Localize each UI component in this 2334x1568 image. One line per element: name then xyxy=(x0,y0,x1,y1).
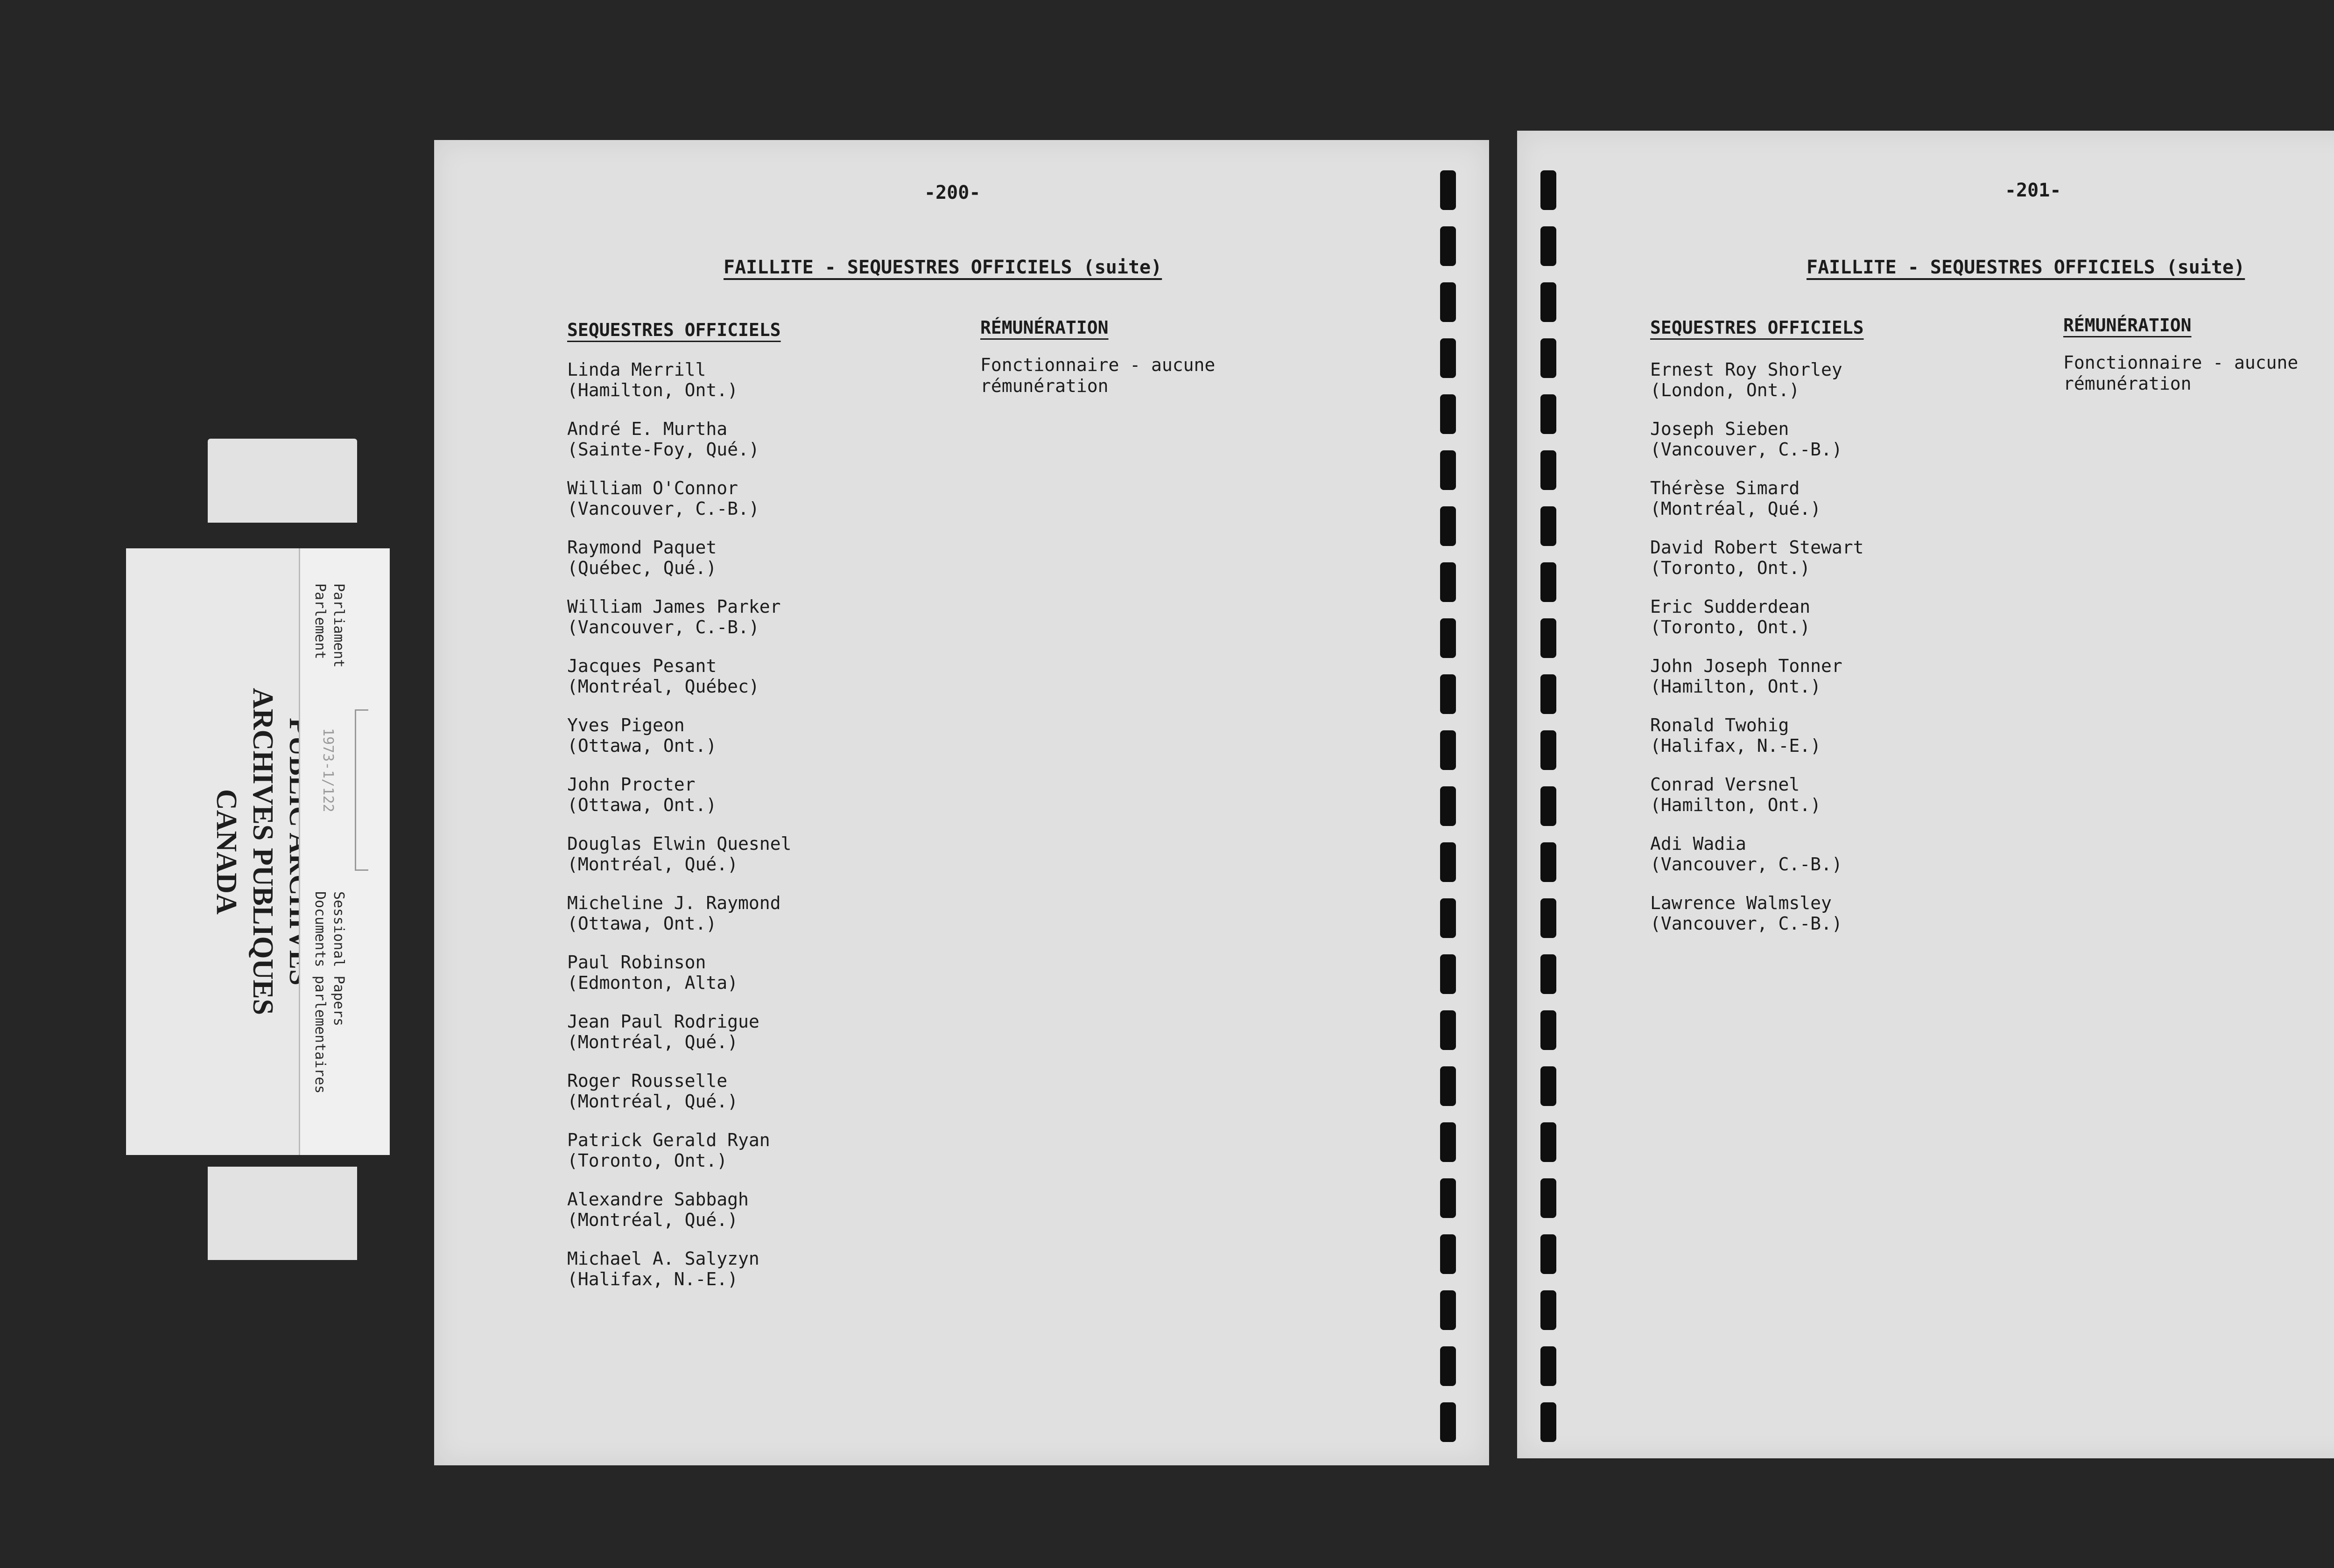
officials-list xyxy=(1650,359,1864,952)
official-entry xyxy=(1650,893,1864,952)
official-location: (Hamilton, Ont.) xyxy=(1650,676,1821,697)
official-location: (Hamilton, Ont.) xyxy=(567,380,738,400)
official-location: (Montréal, Qué.) xyxy=(1650,498,1821,519)
official-location: (Québec, Qué.) xyxy=(567,558,717,578)
binding-hole xyxy=(1440,338,1456,378)
binding-hole xyxy=(1540,450,1556,490)
official-location: (Edmonton, Alta) xyxy=(567,973,738,993)
official-name: Jacques Pesant xyxy=(567,656,717,676)
remuneration-text: Fonctionnaire - aucune rémunération xyxy=(2063,352,2299,394)
binding-hole xyxy=(1540,786,1556,826)
binding-hole xyxy=(1540,338,1556,378)
official-entry xyxy=(567,893,791,952)
page-number: -200- xyxy=(924,182,981,203)
official-location: (Ottawa, Ont.) xyxy=(567,795,717,815)
official-location: (Vancouver, C.-B.) xyxy=(1650,854,1842,875)
official-location: (Montréal, Qué.) xyxy=(567,1091,738,1112)
archive-card-bottom-tab xyxy=(208,1167,357,1260)
page-heading: FAILLITE - SEQUESTRES OFFICIELS (suite) xyxy=(724,257,1162,278)
binding-hole xyxy=(1540,394,1556,434)
official-entry xyxy=(567,1071,791,1130)
officials-list xyxy=(567,359,791,1308)
official-location: (Ottawa, Ont.) xyxy=(567,913,717,934)
column-header-officials: SEQUESTRES OFFICIELS xyxy=(1650,317,1864,338)
binding-hole xyxy=(1540,1290,1556,1330)
binding-hole xyxy=(1540,842,1556,882)
official-entry xyxy=(567,1130,791,1189)
official-location: (Halifax, N.-E.) xyxy=(567,1269,738,1289)
official-location: (Vancouver, C.-B.) xyxy=(1650,913,1842,934)
official-location: (Montréal, Québec) xyxy=(567,676,759,697)
binding-hole xyxy=(1440,674,1456,714)
official-name: Paul Robinson xyxy=(567,952,706,973)
binding-hole xyxy=(1440,898,1456,938)
official-name: Eric Sudderdean xyxy=(1650,596,1811,617)
official-entry xyxy=(567,1189,791,1248)
binding-hole xyxy=(1440,394,1456,434)
binding-hole xyxy=(1440,786,1456,826)
official-entry xyxy=(1650,774,1864,833)
official-name: Lawrence Walmsley xyxy=(1650,893,1832,913)
official-entry xyxy=(1650,596,1864,656)
binding-hole xyxy=(1440,842,1456,882)
page-heading: FAILLITE - SEQUESTRES OFFICIELS (suite) xyxy=(1807,257,2245,278)
binding-hole xyxy=(1540,506,1556,546)
official-name: Linda Merrill xyxy=(567,359,706,380)
binding-hole xyxy=(1540,282,1556,322)
official-name: Micheline J. Raymond xyxy=(567,893,781,913)
official-name: Michael A. Salyzyn xyxy=(567,1248,759,1269)
official-name: Ronald Twohig xyxy=(1650,715,1789,735)
binding-hole xyxy=(1540,1010,1556,1050)
binding-hole xyxy=(1440,1066,1456,1106)
official-name: John Procter xyxy=(567,774,696,795)
binding-hole xyxy=(1540,1346,1556,1386)
official-entry xyxy=(567,774,791,833)
official-name: Ernest Roy Shorley xyxy=(1650,359,1842,380)
binding-hole xyxy=(1440,506,1456,546)
official-location: (Montréal, Qué.) xyxy=(567,1032,738,1052)
binding-hole xyxy=(1440,450,1456,490)
binding-hole xyxy=(1440,1010,1456,1050)
binding-hole xyxy=(1440,618,1456,658)
archive-card-title: ARCHIVES PUBLIQUES CANADA xyxy=(211,688,279,1015)
document-page-left xyxy=(434,140,1489,1465)
official-name: Joseph Sieben xyxy=(1650,419,1789,439)
column-header-officials: SEQUESTRES OFFICIELS xyxy=(567,320,781,340)
official-location: (Hamilton, Ont.) xyxy=(1650,795,1821,815)
binding-hole xyxy=(1440,730,1456,770)
binding-holes-right xyxy=(1540,170,1557,1458)
official-name: Roger Rousselle xyxy=(567,1071,728,1091)
archive-card-parliament-label: Parliament Parlement xyxy=(312,583,347,668)
official-entry xyxy=(567,656,791,715)
official-name: William James Parker xyxy=(567,596,781,617)
official-entry xyxy=(567,419,791,478)
binding-hole xyxy=(1540,226,1556,266)
official-entry xyxy=(567,952,791,1011)
binding-hole xyxy=(1540,1178,1556,1218)
official-entry xyxy=(1650,359,1864,419)
binding-holes-left xyxy=(1440,170,1457,1458)
binding-hole xyxy=(1540,1402,1556,1442)
binding-hole xyxy=(1440,562,1456,602)
official-name: Patrick Gerald Ryan xyxy=(567,1130,770,1150)
binding-hole xyxy=(1540,1066,1556,1106)
official-location: (Sainte-Foy, Qué.) xyxy=(567,439,759,460)
official-entry xyxy=(567,537,791,596)
archive-card-top-tab xyxy=(208,439,357,523)
binding-hole xyxy=(1540,1234,1556,1274)
binding-hole xyxy=(1540,898,1556,938)
official-entry xyxy=(567,478,791,537)
official-location: (Montréal, Qué.) xyxy=(567,1210,738,1230)
official-name: David Robert Stewart xyxy=(1650,537,1864,558)
binding-hole xyxy=(1540,170,1556,210)
binding-hole xyxy=(1440,1290,1456,1330)
binding-hole xyxy=(1440,1234,1456,1274)
official-entry xyxy=(1650,656,1864,715)
binding-hole xyxy=(1540,562,1556,602)
official-name: William O'Connor xyxy=(567,478,738,498)
official-entry xyxy=(1650,419,1864,478)
column-header-remuneration: RÉMUNÉRATION xyxy=(980,317,1109,338)
official-entry xyxy=(567,359,791,419)
binding-hole xyxy=(1440,1178,1456,1218)
official-entry xyxy=(567,833,791,893)
binding-hole xyxy=(1540,954,1556,994)
official-location: (Vancouver, C.-B.) xyxy=(567,617,759,637)
official-name: Yves Pigeon xyxy=(567,715,685,735)
binding-hole xyxy=(1440,1122,1456,1162)
archive-card-sessional-label: Sessional Papers Documents parlementaires xyxy=(312,891,347,1094)
binding-hole xyxy=(1540,618,1556,658)
official-location: (Vancouver, C.-B.) xyxy=(1650,439,1842,460)
binding-hole xyxy=(1440,1346,1456,1386)
remuneration-text: Fonctionnaire - aucune rémunération xyxy=(980,355,1216,396)
official-location: (London, Ont.) xyxy=(1650,380,1800,400)
official-name: Conrad Versnel xyxy=(1650,774,1800,795)
official-entry xyxy=(567,715,791,774)
official-name: Raymond Paquet xyxy=(567,537,717,558)
official-name: Jean Paul Rodrigue xyxy=(567,1011,759,1032)
official-name: John Joseph Tonner xyxy=(1650,656,1842,676)
official-entry xyxy=(1650,715,1864,774)
official-entry xyxy=(1650,833,1864,893)
official-location: (Toronto, Ont.) xyxy=(567,1150,728,1171)
binding-hole xyxy=(1540,674,1556,714)
binding-hole xyxy=(1440,954,1456,994)
binding-hole xyxy=(1540,730,1556,770)
official-entry xyxy=(567,1011,791,1071)
column-header-remuneration: RÉMUNÉRATION xyxy=(2063,315,2192,336)
official-name: Adi Wadia xyxy=(1650,833,1746,854)
archive-card-reference: 1973-1/122 xyxy=(320,728,336,812)
official-location: (Montréal, Qué.) xyxy=(567,854,738,875)
binding-hole xyxy=(1440,282,1456,322)
binding-hole xyxy=(1440,1402,1456,1442)
binding-hole xyxy=(1440,170,1456,210)
binding-hole xyxy=(1440,226,1456,266)
official-name: Douglas Elwin Quesnel xyxy=(567,833,792,854)
official-name: André E. Murtha xyxy=(567,419,728,439)
official-entry xyxy=(1650,537,1864,596)
official-location: (Vancouver, C.-B.) xyxy=(567,498,759,519)
document-page-right xyxy=(1517,131,2334,1458)
official-location: (Ottawa, Ont.) xyxy=(567,735,717,756)
archive-card-slot xyxy=(355,709,368,871)
official-location: (Toronto, Ont.) xyxy=(1650,558,1811,578)
official-location: (Halifax, N.-E.) xyxy=(1650,735,1821,756)
official-entry xyxy=(567,596,791,656)
page-number: -201- xyxy=(2005,180,2061,201)
binding-hole xyxy=(1540,1122,1556,1162)
official-entry xyxy=(1650,478,1864,537)
official-location: (Toronto, Ont.) xyxy=(1650,617,1811,637)
official-entry xyxy=(567,1248,791,1308)
official-name: Alexandre Sabbagh xyxy=(567,1189,749,1210)
official-name: Thérèse Simard xyxy=(1650,478,1800,498)
